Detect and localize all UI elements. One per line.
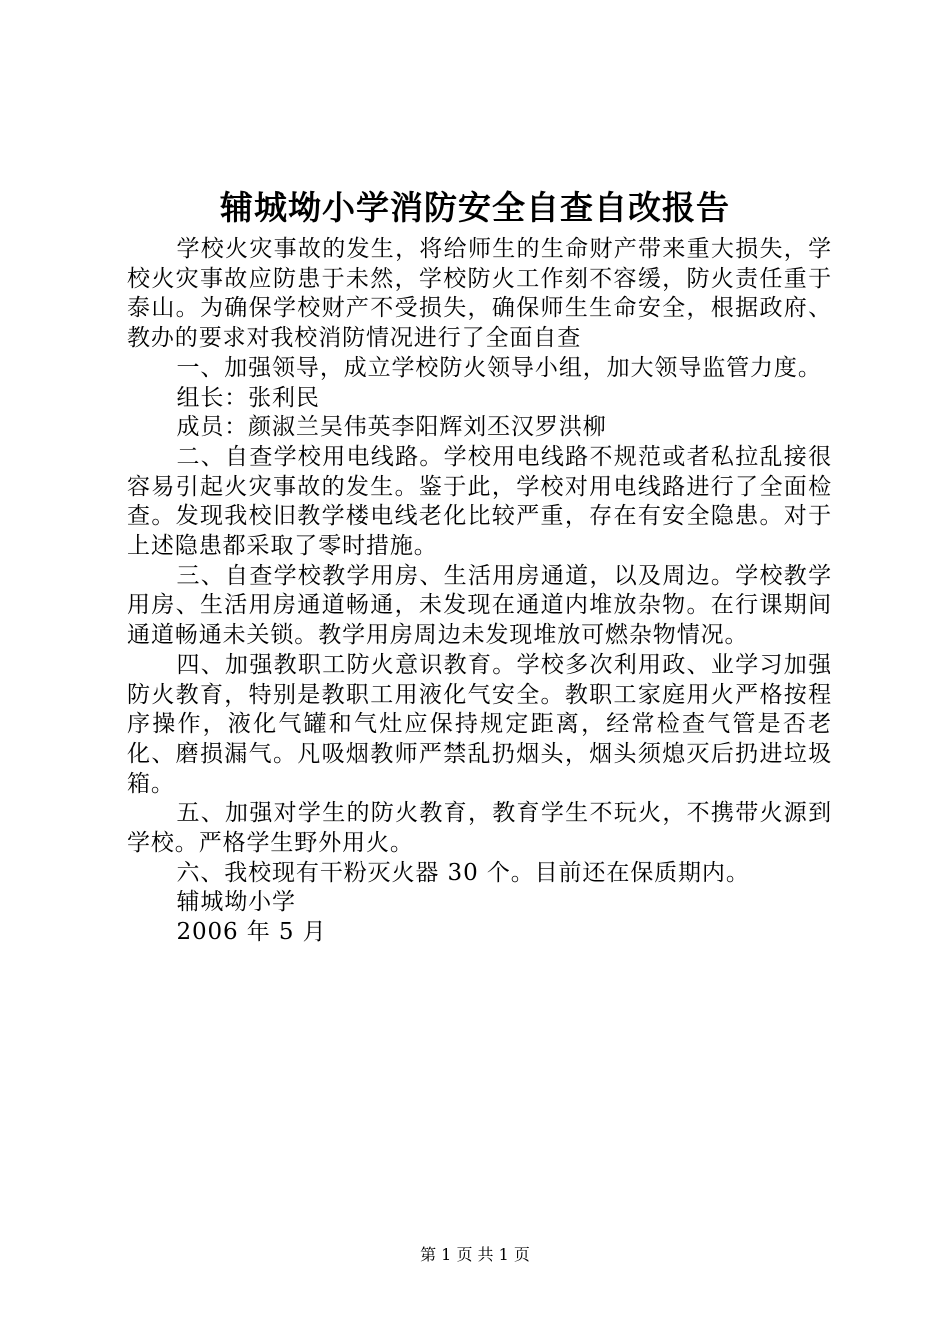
team-leader-line: 组长：张利民 bbox=[176, 384, 320, 411]
document-body bbox=[127, 235, 832, 948]
page-number-footer: 第 1 页 共 1 页 bbox=[420, 1245, 530, 1264]
team-members-line: 成员：颜淑兰吴伟英李阳辉刘丕汉罗洪柳 bbox=[176, 414, 607, 441]
signature-school-name: 辅城坳小学 bbox=[176, 889, 296, 916]
section-wiring-paragraph: 二、自查学校用电线路。学校用电线路不规范或者私拉乱接很容易引起火灾事故的发生。鉴于此，学校对用电线路进行了全面检查。发现我校旧教学楼电线老化比较严重，存在有安全隐患。对于上述隐患都采取了零时措施。 bbox=[127, 443, 832, 560]
section-passageways-paragraph: 三、自查学校教学用房、生活用房通道，以及周边。学校教学用房、生活用房通道畅通，未发现在通道内堆放杂物。在行课期间通道畅通未关锁。教学用房周边未发现堆放可燃杂物情况。 bbox=[127, 562, 832, 649]
section-leadership-paragraph: 一、加强领导，成立学校防火领导小组，加大领导监管力度。 bbox=[176, 354, 822, 381]
signature-date: 2006 年 5 月 bbox=[176, 919, 327, 946]
section-staff-education-paragraph: 四、加强教职工防火意识教育。学校多次利用政、业学习加强防火教育，特别是教职工用液化气安全。教职工家庭用火严格按程序操作，液化气罐和气灶应保持规定距离，经常检查气管是否老化、磨损漏气。凡吸烟教师严禁乱扔烟头，烟头须熄灭后扔进垃圾箱。 bbox=[127, 651, 832, 797]
intro-paragraph: 学校火灾事故的发生，将给师生的生命财产带来重大损失，学校火灾事故应防患于未然，学校防火工作刻不容缓，防火责任重于泰山。为确保学校财产不受损失，确保师生生命安全，根据政府、教办的要求对我校消防情况进行了全面自查 bbox=[127, 236, 832, 352]
section-student-education-paragraph: 五、加强对学生的防火教育，教育学生不玩火，不携带火源到学校。严格学生野外用火。 bbox=[127, 800, 832, 857]
document-title: 辅城坳小学消防安全自查自改报告 bbox=[220, 188, 730, 227]
section-extinguishers-paragraph: 六、我校现有干粉灭火器 30 个。目前还在保质期内。 bbox=[176, 859, 750, 886]
